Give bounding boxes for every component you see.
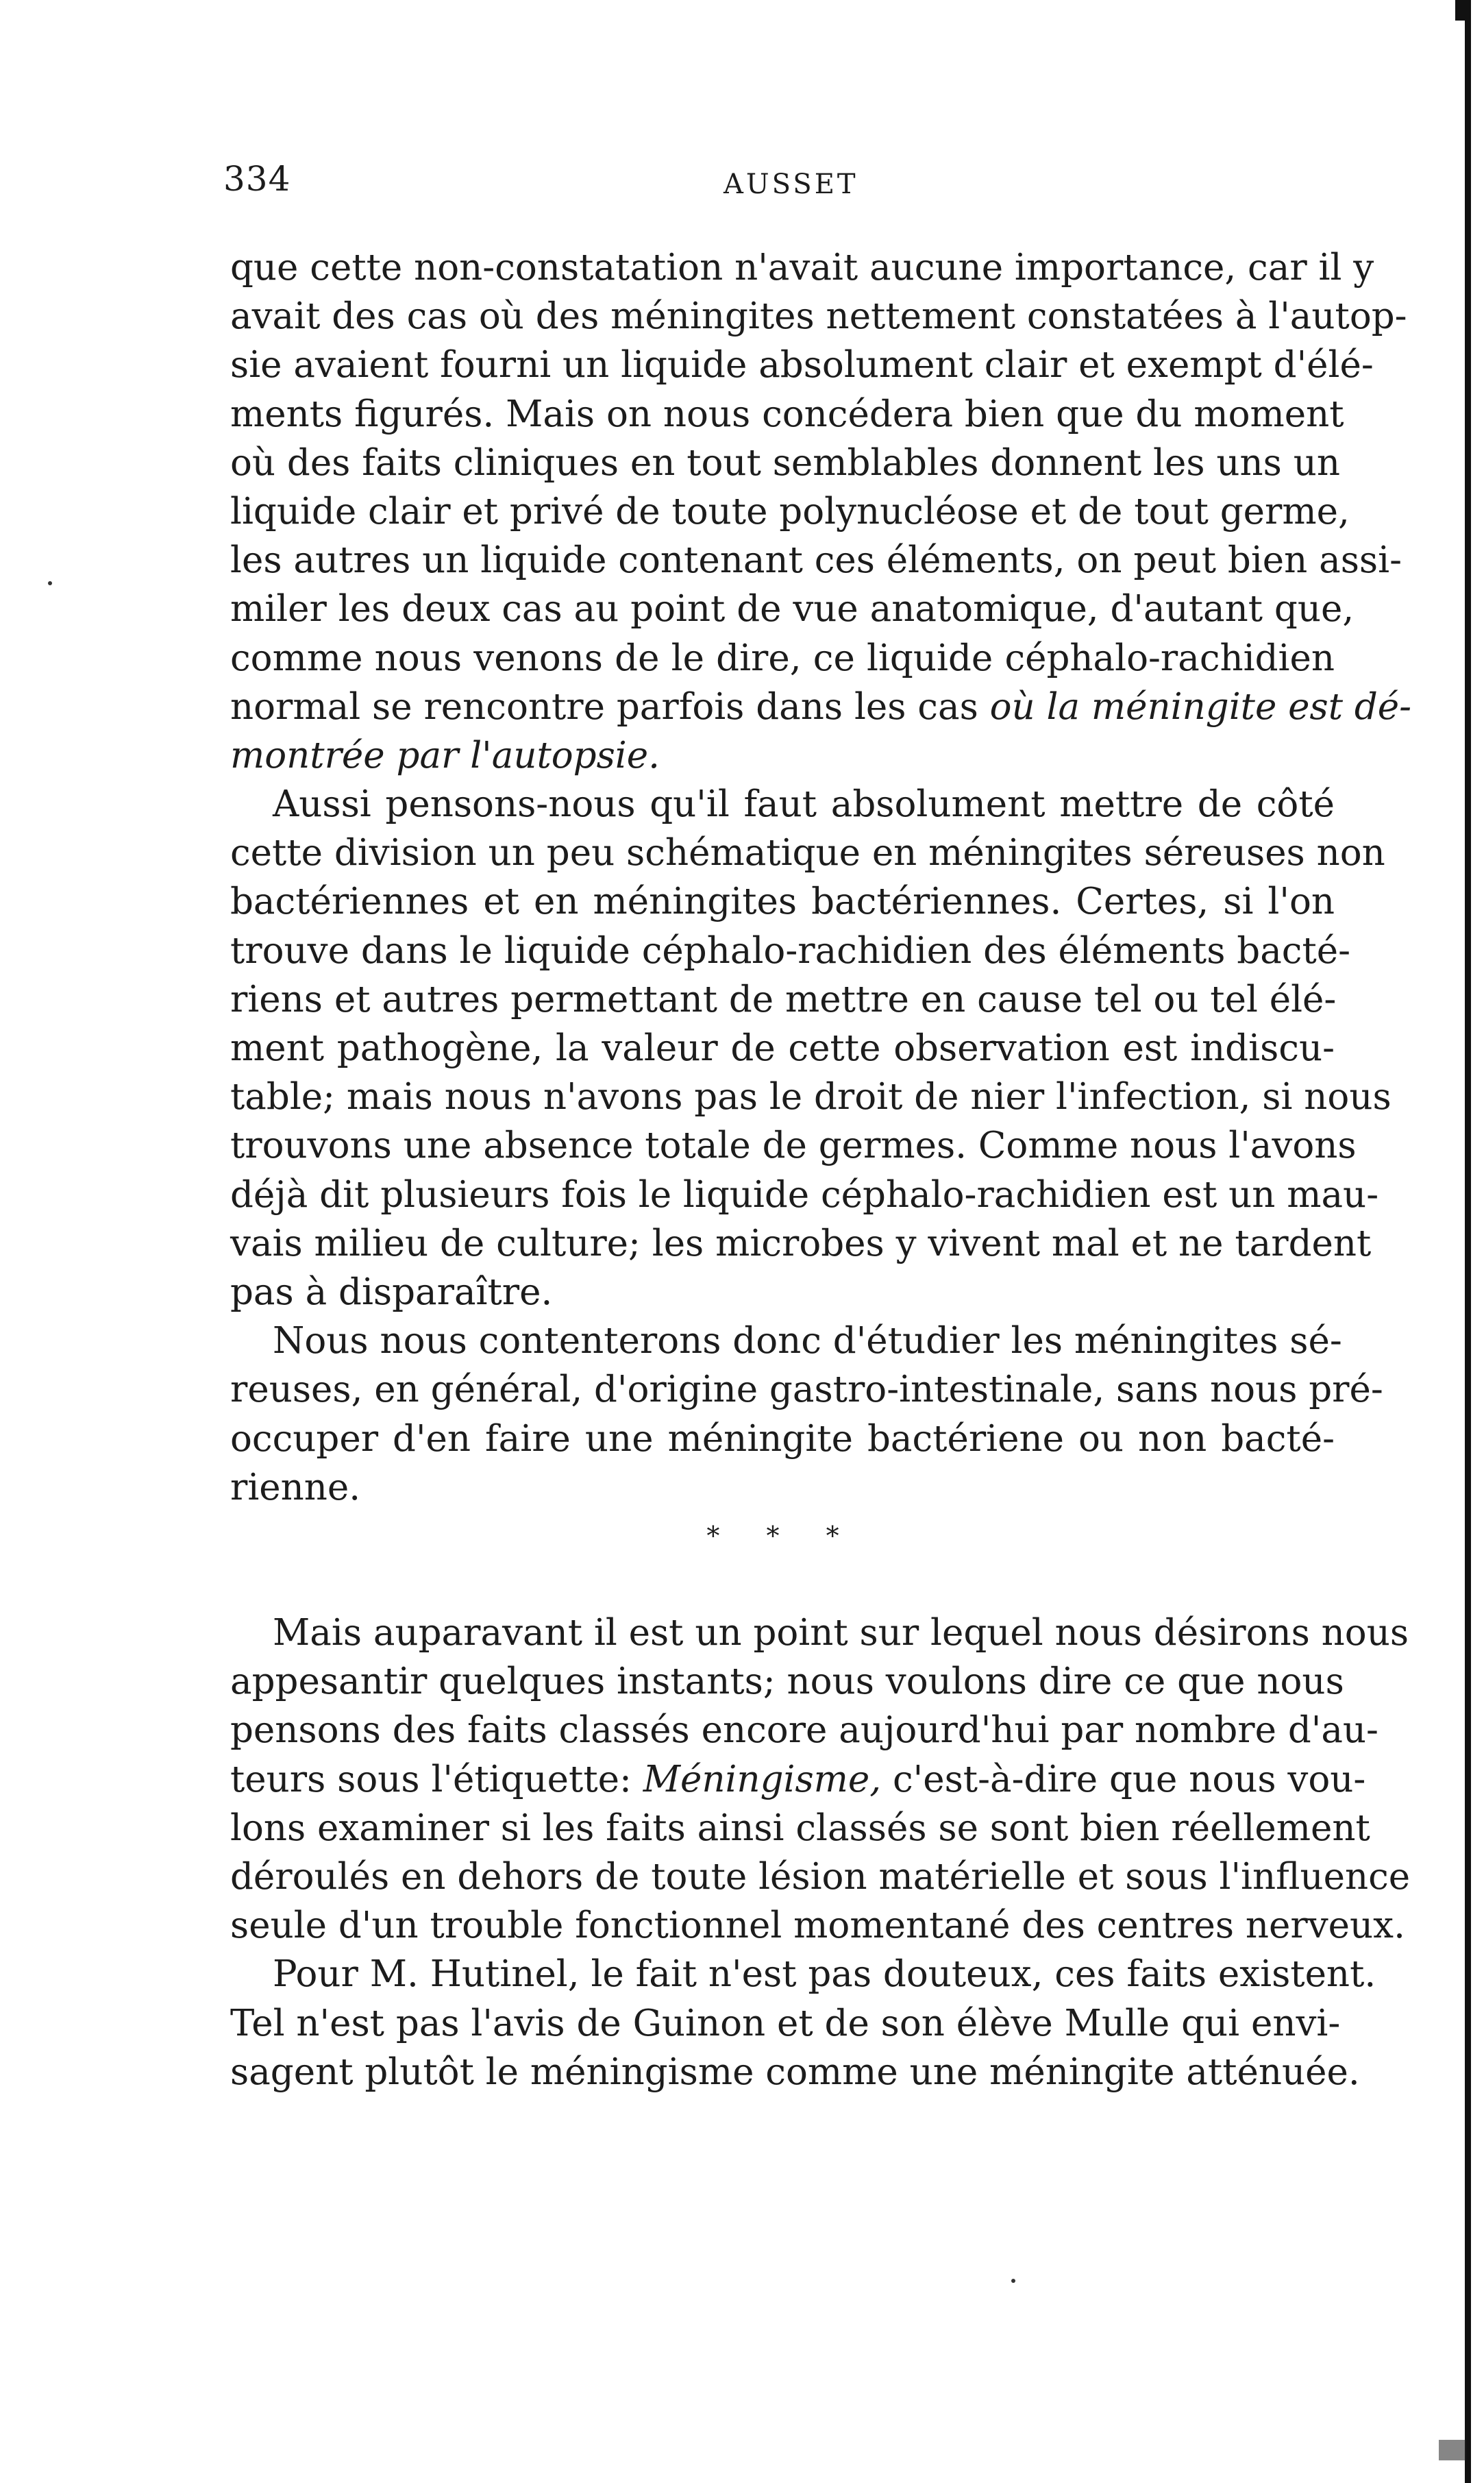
text-line: occuper d'en faire une méningite bactériene ou non bacté-	[230, 1417, 1335, 1460]
text-line: ment pathogène, la valeur de cette observation est indiscu-	[230, 1027, 1335, 1069]
text-line: Tel n'est pas l'avis de Guinon et de son élève Mulle qui envi-	[230, 2002, 1341, 2044]
scan-speck	[48, 581, 52, 585]
text-line: appesantir quelques instants; nous voulons dire ce que nous	[230, 1661, 1344, 1703]
text-line: comme nous venons de le dire, ce liquide céphalo-rachidien	[230, 637, 1335, 679]
text-line: pas à disparaître.	[230, 1271, 553, 1313]
text-line: pensons des faits classés encore aujourd'hui par nombre d'au-	[230, 1709, 1378, 1752]
text-line	[230, 731, 1335, 780]
paragraph-start: Mais auparavant il est un point sur lequel nous désirons nous	[273, 1612, 1409, 1654]
section-break-stars: * * *	[706, 1520, 858, 1551]
italic-segment: Méningisme,	[643, 1758, 882, 1800]
text-line: bactériennes et en méningites bactériennes. Certes, si l'on	[230, 881, 1335, 923]
text-line: déjà dit plusieurs fois le liquide céphalo-rachidien est un mau-	[230, 1173, 1379, 1216]
text-line: reuses, en général, d'origine gastro-intestinale, sans nous pré-	[230, 1369, 1383, 1411]
text-line: rienne.	[230, 1466, 361, 1508]
text-line: seule d'un trouble fonctionnel momentané des centres nerveux.	[230, 1905, 1405, 1947]
spacer	[230, 1561, 1335, 1609]
text-segment: teurs sous l'étiquette:	[230, 1758, 632, 1800]
text-line: ments figurés. Mais on nous concédera bien que du moment	[230, 393, 1344, 435]
paragraph-start: Nous nous contenterons donc d'étudier les méningites sé-	[273, 1320, 1342, 1362]
text-line	[230, 683, 1412, 731]
scan-speck	[1011, 2279, 1015, 2283]
text-line: sagent plutôt le méningisme comme une méningite atténuée.	[230, 2051, 1360, 2093]
scan-edge-mark-bottom	[1439, 2440, 1466, 2460]
italic-segment: montrée par l'autopsie.	[230, 734, 660, 776]
text-line: miler les deux cas au point de vue anatomique, d'autant que,	[230, 588, 1355, 631]
text-line: vais milieu de culture; les microbes y vivent mal et ne tardent	[230, 1222, 1372, 1264]
body-text	[230, 243, 1412, 2096]
text-line: déroulés en dehors de toute lésion matérielle et sous l'influence	[230, 1856, 1411, 1898]
paragraph-start: Pour M. Hutinel, le fait n'est pas douteux, ces faits existent.	[273, 1953, 1376, 1996]
text-line	[230, 1755, 1366, 1804]
scan-edge-mark-top	[1455, 0, 1465, 21]
running-head: AUSSET	[724, 169, 858, 200]
text-line: trouve dans le liquide céphalo-rachidien des éléments bacté-	[230, 929, 1351, 972]
italic-segment: où la méningite est dé-	[989, 685, 1412, 728]
text-line: sie avaient fourni un liquide absolument clair et exempt d'élé-	[230, 344, 1374, 387]
text-segment: c'est-à-dire que nous vou-	[892, 1758, 1366, 1800]
text-line: les autres un liquide contenant ces éléments, on peut bien assi-	[230, 539, 1402, 582]
text-line: liquide clair et privé de toute polynucléose et de tout germe,	[230, 490, 1350, 533]
text-line: lons examiner si les faits ainsi classés se sont bien réellement	[230, 1807, 1370, 1849]
text-line: table; mais nous n'avons pas le droit de nier l'infection, si nous	[230, 1076, 1392, 1118]
text-line: trouvons une absence totale de germes. Comme nous l'avons	[230, 1125, 1357, 1167]
text-line: cette division un peu schématique en méningites séreuses non	[230, 832, 1385, 874]
scan-edge-rule	[1465, 0, 1471, 2483]
text-line: où des faits cliniques en tout semblables donnent les uns un	[230, 441, 1340, 484]
text-line: riens et autres permettant de mettre en cause tel ou tel élé-	[230, 978, 1337, 1020]
paragraph-start: Aussi pensons-nous qu'il faut absolument mettre de côté	[273, 783, 1335, 826]
page-number: 334	[223, 159, 291, 199]
text-line: que cette non-constatation n'avait aucune importance, car il y	[230, 247, 1374, 289]
text-segment: normal se rencontre parfois dans les cas	[230, 685, 978, 728]
text-line: avait des cas où des méningites nettement constatées à l'autop-	[230, 295, 1407, 338]
